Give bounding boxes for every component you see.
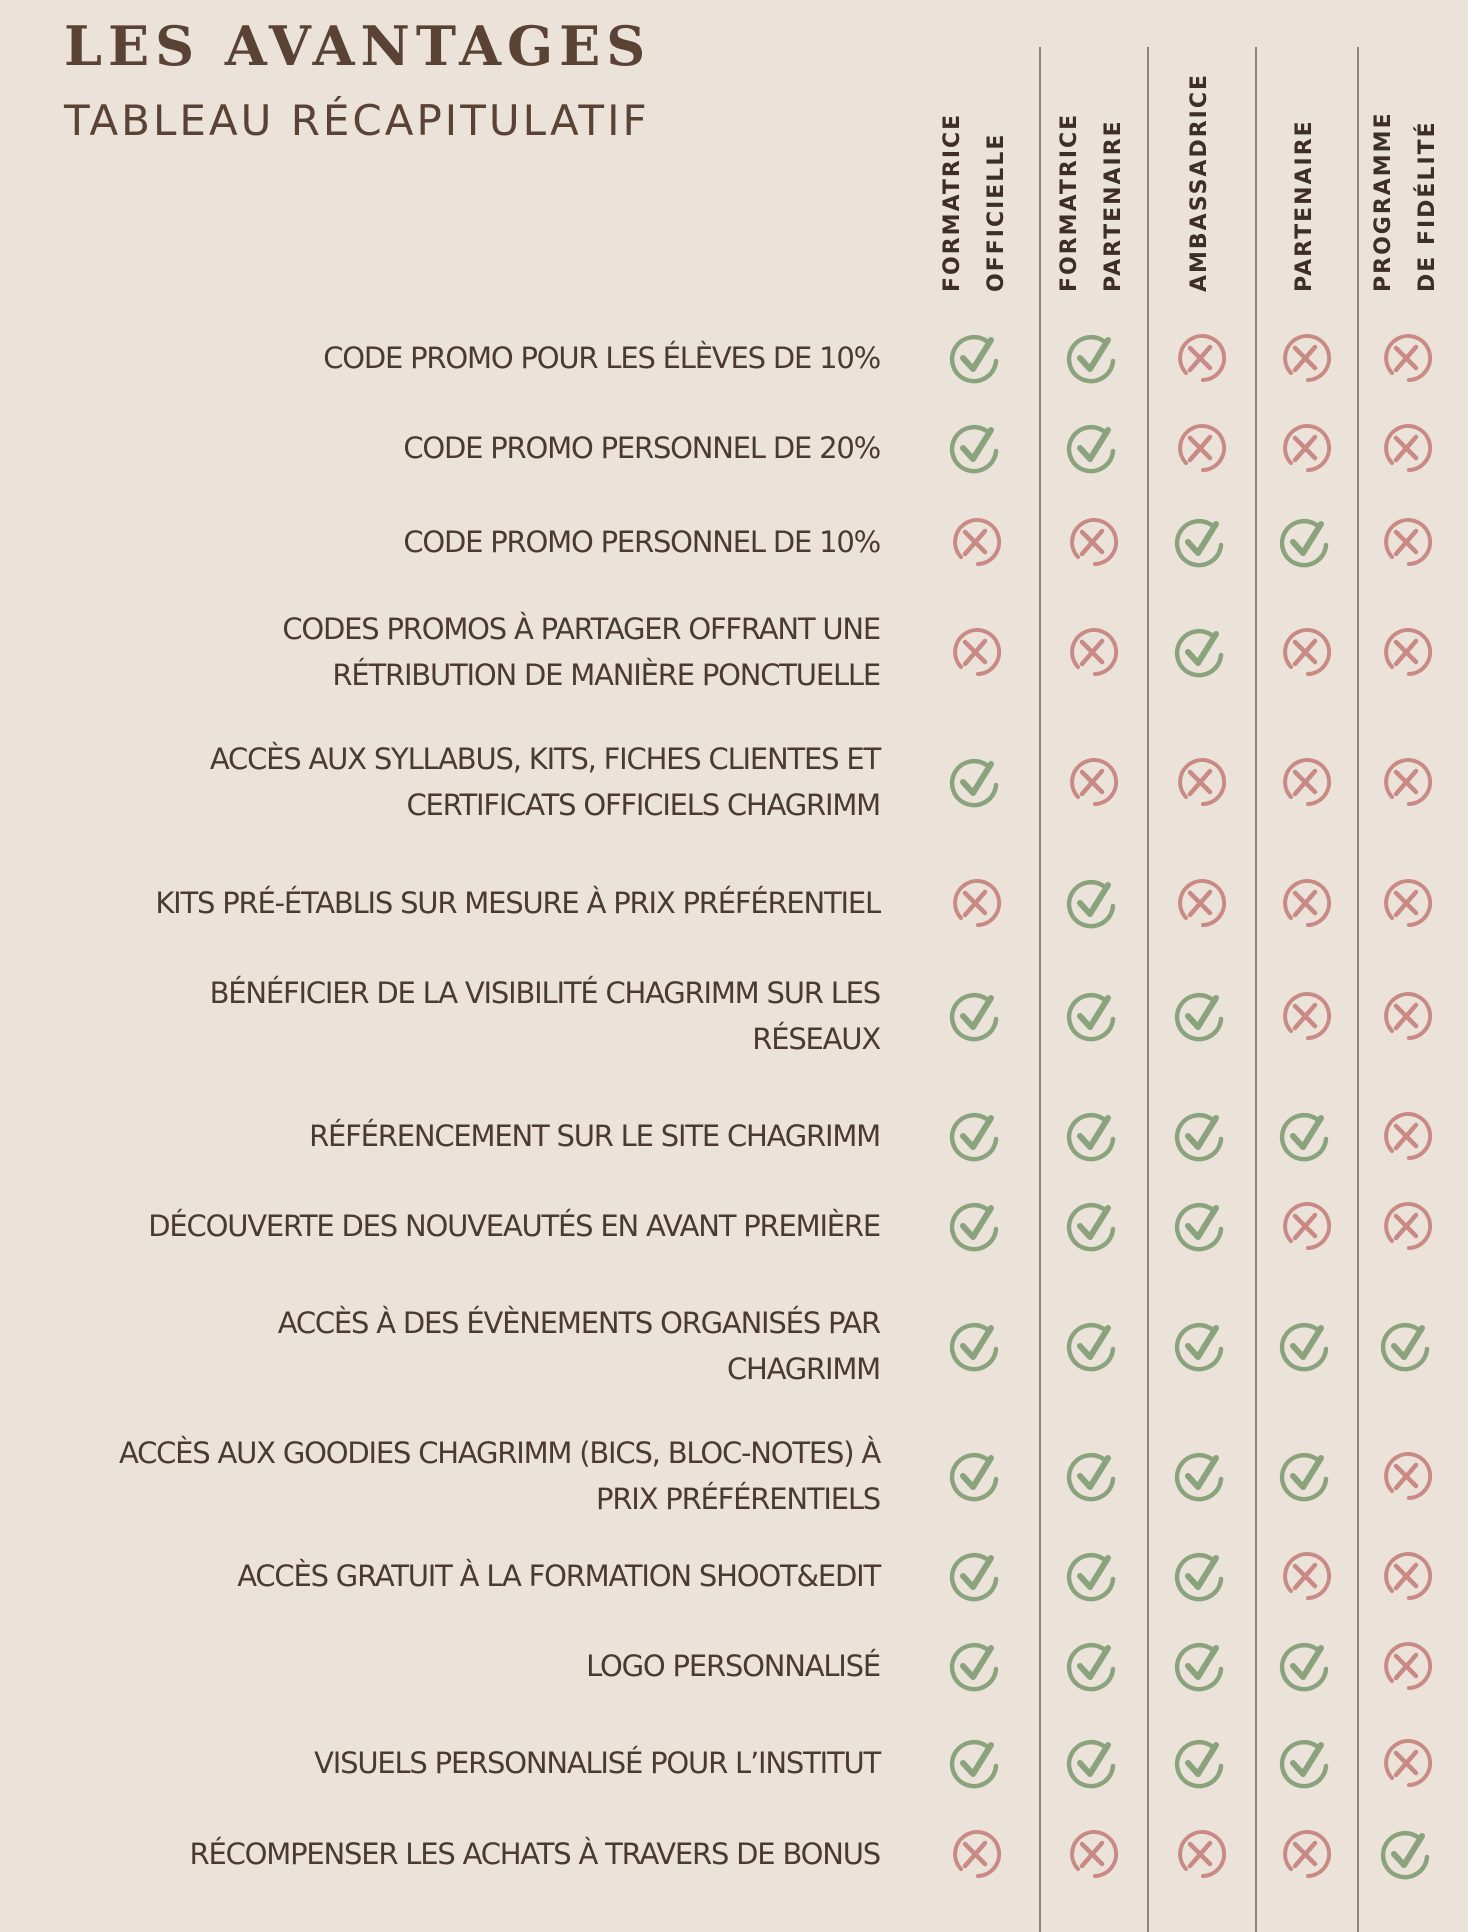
check-icon xyxy=(1278,1109,1332,1163)
check-icon xyxy=(1173,1109,1227,1163)
check-icon xyxy=(1173,1449,1227,1503)
check-icon xyxy=(1173,989,1227,1043)
check-icon xyxy=(1173,1199,1227,1253)
row-label xyxy=(155,880,880,926)
row-label-line: CODE PROMO POUR LES ÉLÈVES DE 10% xyxy=(323,341,880,375)
check-icon xyxy=(1278,515,1332,569)
row-label-line: ACCÈS À DES ÉVÈNEMENTS ORGANISÉS PAR xyxy=(277,1306,880,1340)
row-label-line: KITS PRÉ-ÉTABLIS SUR MESURE À PRIX PRÉFÉRENTIEL xyxy=(155,886,880,920)
row-label xyxy=(403,425,880,471)
row-label xyxy=(314,1740,880,1786)
row-label-line: PRIX PRÉFÉRENTIELS xyxy=(596,1482,880,1516)
cross-icon xyxy=(1379,755,1433,809)
cross-icon xyxy=(948,515,1002,569)
check-icon xyxy=(1065,1199,1119,1253)
cross-icon xyxy=(1278,1549,1332,1603)
check-icon xyxy=(1065,331,1119,385)
cross-icon xyxy=(1379,421,1433,475)
row-label-line: BÉNÉFICIER DE LA VISIBILITÉ CHAGRIMM SUR LES xyxy=(209,976,880,1010)
page-title: LES AVANTAGES xyxy=(64,14,652,78)
check-icon xyxy=(948,1109,1002,1163)
row-label xyxy=(586,1643,880,1689)
row-label-line: CODE PROMO PERSONNEL DE 20% xyxy=(403,431,880,465)
cross-icon xyxy=(1278,331,1332,385)
cross-icon xyxy=(1379,625,1433,679)
column-divider xyxy=(1039,47,1041,1932)
row-label-line: RÉSEAUX xyxy=(752,1022,880,1056)
row-label xyxy=(323,335,880,381)
check-icon xyxy=(948,989,1002,1043)
cross-icon xyxy=(1278,625,1332,679)
check-icon xyxy=(1173,1319,1227,1373)
cross-icon xyxy=(1379,331,1433,385)
check-icon xyxy=(1065,1736,1119,1790)
row-label-line: VISUELS PERSONNALISÉ POUR L’INSTITUT xyxy=(314,1746,880,1780)
cross-icon xyxy=(1278,421,1332,475)
check-icon xyxy=(1065,876,1119,930)
check-icon xyxy=(948,1549,1002,1603)
check-icon xyxy=(1173,1639,1227,1693)
column-header-line: AMBASSADRICE xyxy=(1187,72,1212,292)
check-icon xyxy=(1278,1736,1332,1790)
cross-icon xyxy=(948,876,1002,930)
cross-icon xyxy=(1065,1827,1119,1881)
cross-icon xyxy=(1065,625,1119,679)
check-icon xyxy=(1379,1827,1433,1881)
check-icon xyxy=(948,1449,1002,1503)
check-icon xyxy=(948,755,1002,809)
check-icon xyxy=(948,1639,1002,1693)
row-label-line: ACCÈS GRATUIT À LA FORMATION SHOOT&EDIT xyxy=(237,1559,880,1593)
check-icon xyxy=(948,331,1002,385)
cross-icon xyxy=(1379,1449,1433,1503)
row-label xyxy=(403,519,880,565)
cross-icon xyxy=(1173,876,1227,930)
column-divider xyxy=(1357,47,1359,1932)
check-icon xyxy=(948,1199,1002,1253)
column-header-line: PARTENAIRE xyxy=(1292,119,1317,292)
check-icon xyxy=(1173,625,1227,679)
cross-icon xyxy=(948,625,1002,679)
check-icon xyxy=(1278,1639,1332,1693)
cross-icon xyxy=(1065,515,1119,569)
check-icon xyxy=(948,421,1002,475)
cross-icon xyxy=(1065,755,1119,809)
cross-icon xyxy=(1278,755,1332,809)
row-label-line: RÉFÉRENCEMENT SUR LE SITE CHAGRIMM xyxy=(309,1119,880,1153)
cross-icon xyxy=(1173,421,1227,475)
cross-icon xyxy=(1379,1736,1433,1790)
check-icon xyxy=(1065,1319,1119,1373)
check-icon xyxy=(1065,421,1119,475)
row-label-line: LOGO PERSONNALISÉ xyxy=(586,1649,880,1683)
check-icon xyxy=(1065,1639,1119,1693)
row-label xyxy=(190,1831,880,1877)
column-divider xyxy=(1255,47,1257,1932)
row-label-line: CODE PROMO PERSONNEL DE 10% xyxy=(403,525,880,559)
row-label xyxy=(237,1553,880,1599)
cross-icon xyxy=(1379,1549,1433,1603)
cross-icon xyxy=(1379,1639,1433,1693)
row-label xyxy=(119,1430,880,1522)
row-label xyxy=(309,1113,880,1159)
cross-icon xyxy=(1278,989,1332,1043)
row-label-line: RÉCOMPENSER LES ACHATS À TRAVERS DE BONUS xyxy=(189,1837,880,1871)
check-icon xyxy=(1173,515,1227,569)
check-icon xyxy=(1173,1736,1227,1790)
cross-icon xyxy=(1379,876,1433,930)
row-label-line: DÉCOUVERTE DES NOUVEAUTÉS EN AVANT PREMIÈRE xyxy=(148,1209,880,1243)
row-label xyxy=(148,1203,880,1249)
check-icon xyxy=(1065,1449,1119,1503)
row-label-line: CODES PROMOS À PARTAGER OFFRANT UNE xyxy=(282,612,880,646)
check-icon xyxy=(1065,1109,1119,1163)
check-icon xyxy=(1278,1449,1332,1503)
cross-icon xyxy=(1379,1109,1433,1163)
cross-icon xyxy=(1278,1199,1332,1253)
check-icon xyxy=(1065,989,1119,1043)
check-icon xyxy=(1278,1319,1332,1373)
cross-icon xyxy=(1278,876,1332,930)
row-label-line: RÉTRIBUTION DE MANIÈRE PONCTUELLE xyxy=(332,658,880,692)
cross-icon xyxy=(1278,1827,1332,1881)
cross-icon xyxy=(1173,755,1227,809)
column-header-line: FORMATRICE xyxy=(940,112,965,292)
cross-icon xyxy=(1379,1199,1433,1253)
column-header-line: PARTENAIRE xyxy=(1101,119,1126,292)
page-subtitle: TABLEAU RÉCAPITULATIF xyxy=(64,96,650,145)
check-icon xyxy=(948,1319,1002,1373)
row-label xyxy=(210,736,880,828)
cross-icon xyxy=(1379,989,1433,1043)
row-label-line: CERTIFICATS OFFICIELS CHAGRIMM xyxy=(406,788,880,822)
row-label-line: ACCÈS AUX GOODIES CHAGRIMM (BICS, BLOC-NOTES) À xyxy=(118,1436,880,1470)
check-icon xyxy=(948,1736,1002,1790)
row-label-line: CHAGRIMM xyxy=(726,1352,880,1386)
check-icon xyxy=(1173,1549,1227,1603)
cross-icon xyxy=(1173,1827,1227,1881)
column-header-line: OFFICIELLE xyxy=(984,132,1009,292)
row-label-line: ACCÈS AUX SYLLABUS, KITS, FICHES CLIENTES ET xyxy=(209,742,880,776)
column-header-line: PROGRAMME xyxy=(1371,111,1396,292)
row-label xyxy=(282,606,880,698)
row-label xyxy=(278,1300,880,1392)
column-header-line: FORMATRICE xyxy=(1057,112,1082,292)
check-icon xyxy=(1065,1549,1119,1603)
column-header-line: DE FIDÉLITÉ xyxy=(1415,120,1440,292)
cross-icon xyxy=(1173,331,1227,385)
column-divider xyxy=(1147,47,1149,1932)
row-label xyxy=(210,970,880,1062)
cross-icon xyxy=(1379,515,1433,569)
cross-icon xyxy=(948,1827,1002,1881)
check-icon xyxy=(1379,1319,1433,1373)
